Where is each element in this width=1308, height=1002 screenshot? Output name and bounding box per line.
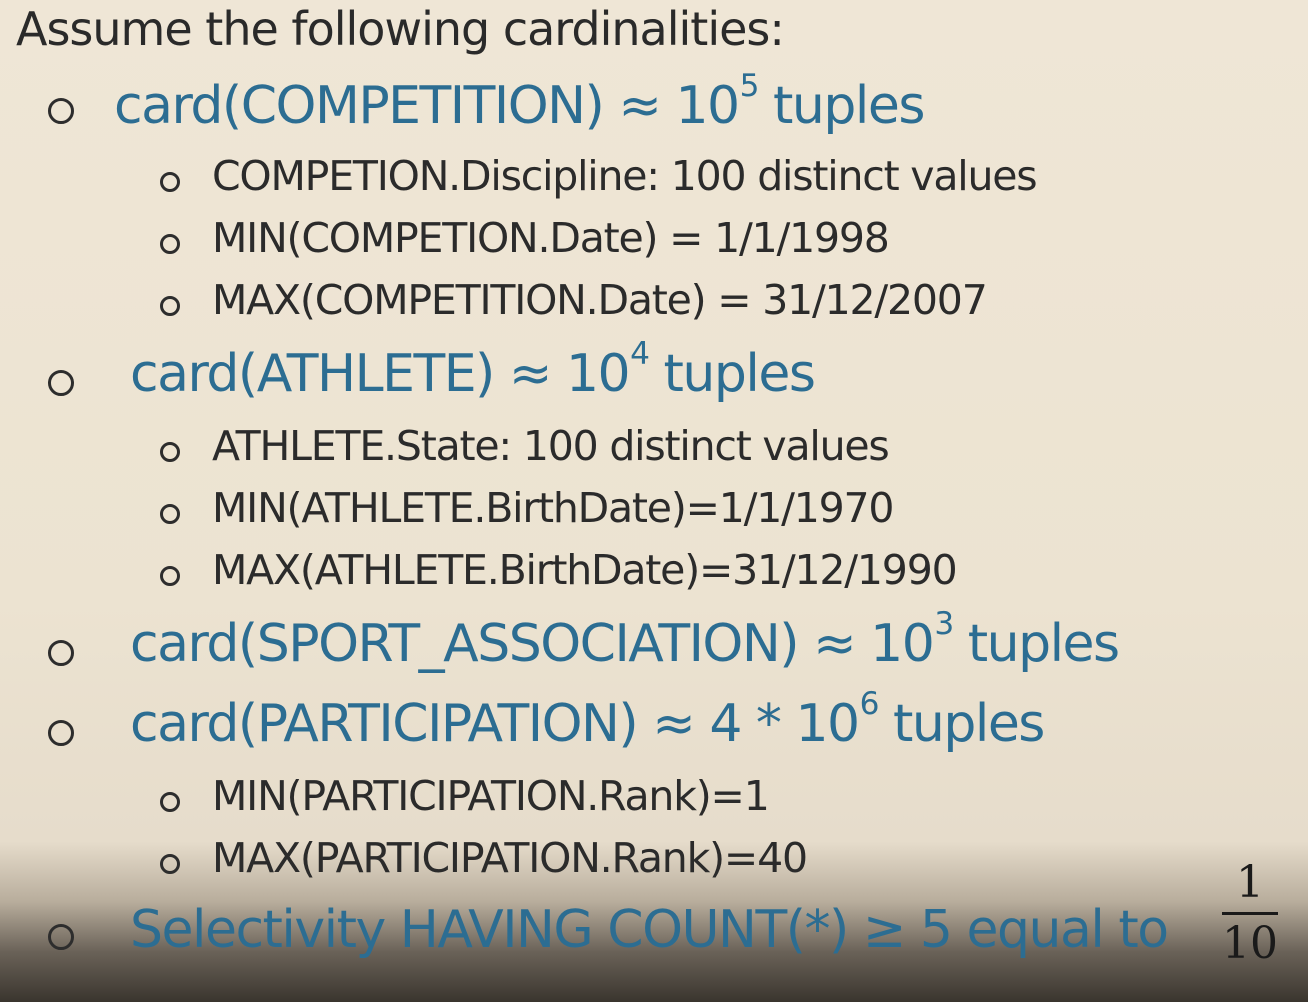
- fraction-bar: [1222, 912, 1278, 915]
- sub-bullet-icon: [160, 792, 180, 812]
- bullet-icon: [48, 640, 74, 666]
- item-card-competition: card(COMPETITION) ≈ $10^5$ tuples: [114, 68, 924, 136]
- sub-bullet-icon: [160, 296, 180, 316]
- sub-bullet-icon: [160, 234, 180, 254]
- sub-item: MAX(ATHLETE.BirthDate)=31/12/1990: [212, 546, 957, 594]
- sub-item: MIN(PARTICIPATION.Rank)=1: [212, 772, 769, 820]
- sub-item: COMPETION.Discipline: 100 distinct values: [212, 152, 1037, 200]
- item-selectivity: Selectivity HAVING COUNT(*) ≥ 5 equal to: [130, 900, 1168, 960]
- fraction-numerator: 1: [1236, 857, 1264, 908]
- item-card-participation: card(PARTICIPATION) ≈ $4 * 10^6$ tuples: [130, 686, 1044, 754]
- item-card-athlete: card(ATHLETE) ≈ $10^4$ tuples: [130, 336, 815, 404]
- sub-bullet-icon: [160, 504, 180, 524]
- bullet-icon: [48, 98, 74, 124]
- sub-item: MIN(ATHLETE.BirthDate)=1/1/1970: [212, 484, 894, 532]
- sub-bullet-icon: [160, 172, 180, 192]
- sub-item: ATHLETE.State: 100 distinct values: [212, 422, 889, 470]
- item-card-sport-association: card(SPORT_ASSOCIATION) ≈ $10^3$ tuples: [130, 606, 1119, 674]
- bullet-icon: [48, 370, 74, 396]
- sub-item: MAX(PARTICIPATION.Rank)=40: [212, 834, 807, 882]
- sub-item: MAX(COMPETITION.Date) = 31/12/2007: [212, 276, 987, 324]
- fraction-one-tenth: [1220, 858, 1280, 969]
- fraction-denominator: 10: [1222, 918, 1278, 969]
- slide-heading: Assume the following cardinalities:: [16, 2, 784, 56]
- bullet-icon: [48, 924, 74, 950]
- bullet-icon: [48, 720, 74, 746]
- sub-bullet-icon: [160, 566, 180, 586]
- sub-bullet-icon: [160, 442, 180, 462]
- sub-bullet-icon: [160, 854, 180, 874]
- sub-item: MIN(COMPETION.Date) = 1/1/1998: [212, 214, 889, 262]
